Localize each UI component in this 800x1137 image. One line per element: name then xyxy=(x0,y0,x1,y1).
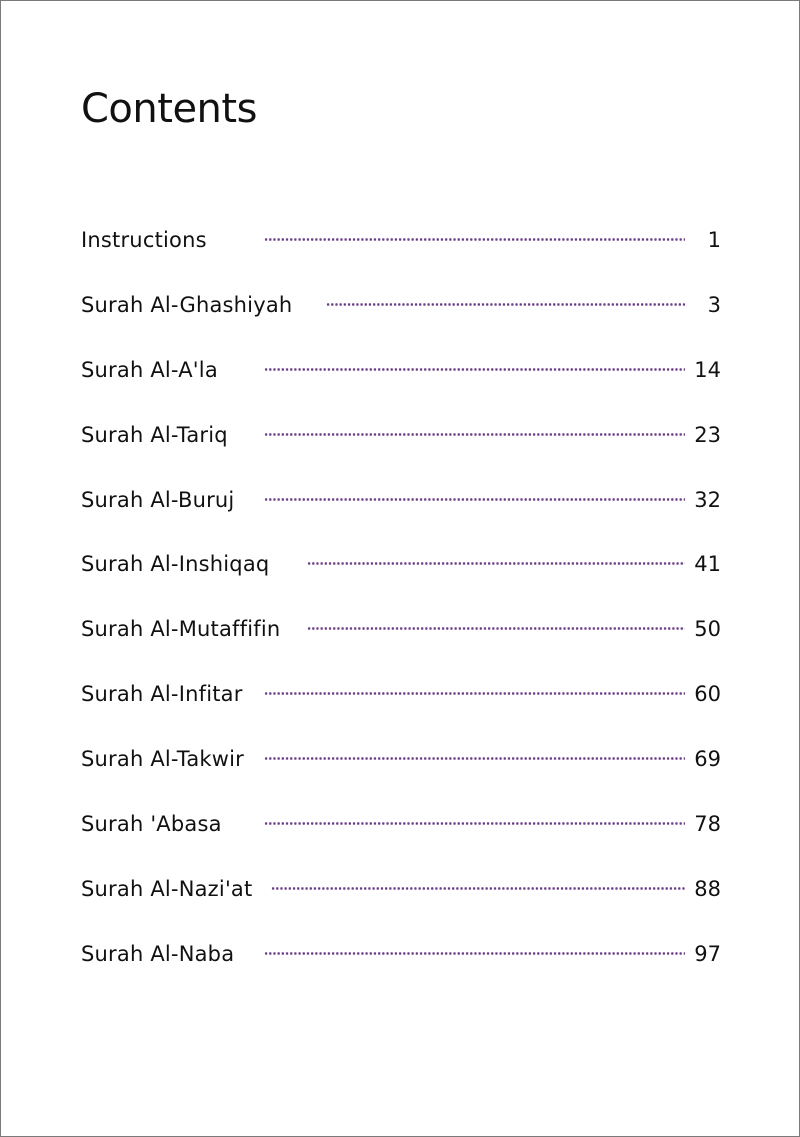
toc-entry-label: Surah Al-Mutaffifin xyxy=(81,617,281,642)
toc-entry-label: Surah Al-Naba xyxy=(81,941,235,966)
dotted-leader xyxy=(264,822,685,825)
dotted-leader xyxy=(264,368,685,371)
toc-entry-page-number: 50 xyxy=(694,617,721,642)
toc-entry-al-naba[interactable] xyxy=(81,933,721,998)
toc-entry-page-number: 88 xyxy=(694,876,721,901)
dotted-leader xyxy=(264,433,685,436)
toc-entry-page-number: 32 xyxy=(694,487,721,512)
toc-entry-label: Surah Al-Infitar xyxy=(81,682,243,707)
dotted-leader xyxy=(264,952,685,955)
toc-entry-al-inshiqaq[interactable] xyxy=(81,543,721,608)
dotted-leader xyxy=(264,692,685,695)
toc-entry-page-number: 23 xyxy=(694,422,721,447)
toc-entry-label: Surah 'Abasa xyxy=(81,812,222,837)
dotted-leader xyxy=(264,757,685,760)
toc-entry-al-infitar[interactable] xyxy=(81,673,721,738)
page-title: Contents xyxy=(81,86,257,132)
dotted-leader xyxy=(264,238,685,241)
toc-entry-page-number: 69 xyxy=(694,747,721,772)
toc-entry-label: Surah Al-Takwir xyxy=(81,747,245,772)
toc-entry-label: Surah Al-Buruj xyxy=(81,487,235,512)
table-of-contents xyxy=(81,219,721,998)
toc-entry-al-buruj[interactable] xyxy=(81,479,721,544)
toc-entry-al-naziat[interactable] xyxy=(81,868,721,933)
toc-entry-page-number: 14 xyxy=(694,357,721,382)
toc-entry-abasa[interactable] xyxy=(81,803,721,868)
toc-entry-page-number: 1 xyxy=(707,228,721,252)
toc-entry-al-ala[interactable] xyxy=(81,349,721,414)
toc-entry-page-number: 41 xyxy=(694,552,721,577)
toc-entry-label: Instructions xyxy=(81,228,207,252)
toc-entry-page-number: 3 xyxy=(707,292,721,317)
toc-entry-al-mutaffifin[interactable] xyxy=(81,608,721,673)
dotted-leader xyxy=(271,887,685,890)
toc-entry-al-takwir[interactable] xyxy=(81,738,721,803)
toc-entry-label: Surah Al-Nazi'at xyxy=(81,876,253,901)
toc-entry-al-ghashiyah[interactable] xyxy=(81,284,721,349)
toc-entry-label: Surah Al-Tariq xyxy=(81,422,228,447)
toc-entry-label: Surah Al-Inshiqaq xyxy=(81,552,270,577)
toc-entry-instructions[interactable] xyxy=(81,219,721,284)
toc-entry-page-number: 97 xyxy=(694,941,721,966)
toc-entry-label: Surah Al-A'la xyxy=(81,357,218,382)
dotted-leader xyxy=(264,498,685,501)
toc-entry-label: Surah Al-Ghashiyah xyxy=(81,292,293,317)
dotted-leader xyxy=(307,627,685,630)
dotted-leader xyxy=(326,303,685,306)
toc-entry-page-number: 78 xyxy=(694,812,721,837)
toc-entry-al-tariq[interactable] xyxy=(81,414,721,479)
toc-entry-page-number: 60 xyxy=(694,682,721,707)
dotted-leader xyxy=(307,562,685,565)
